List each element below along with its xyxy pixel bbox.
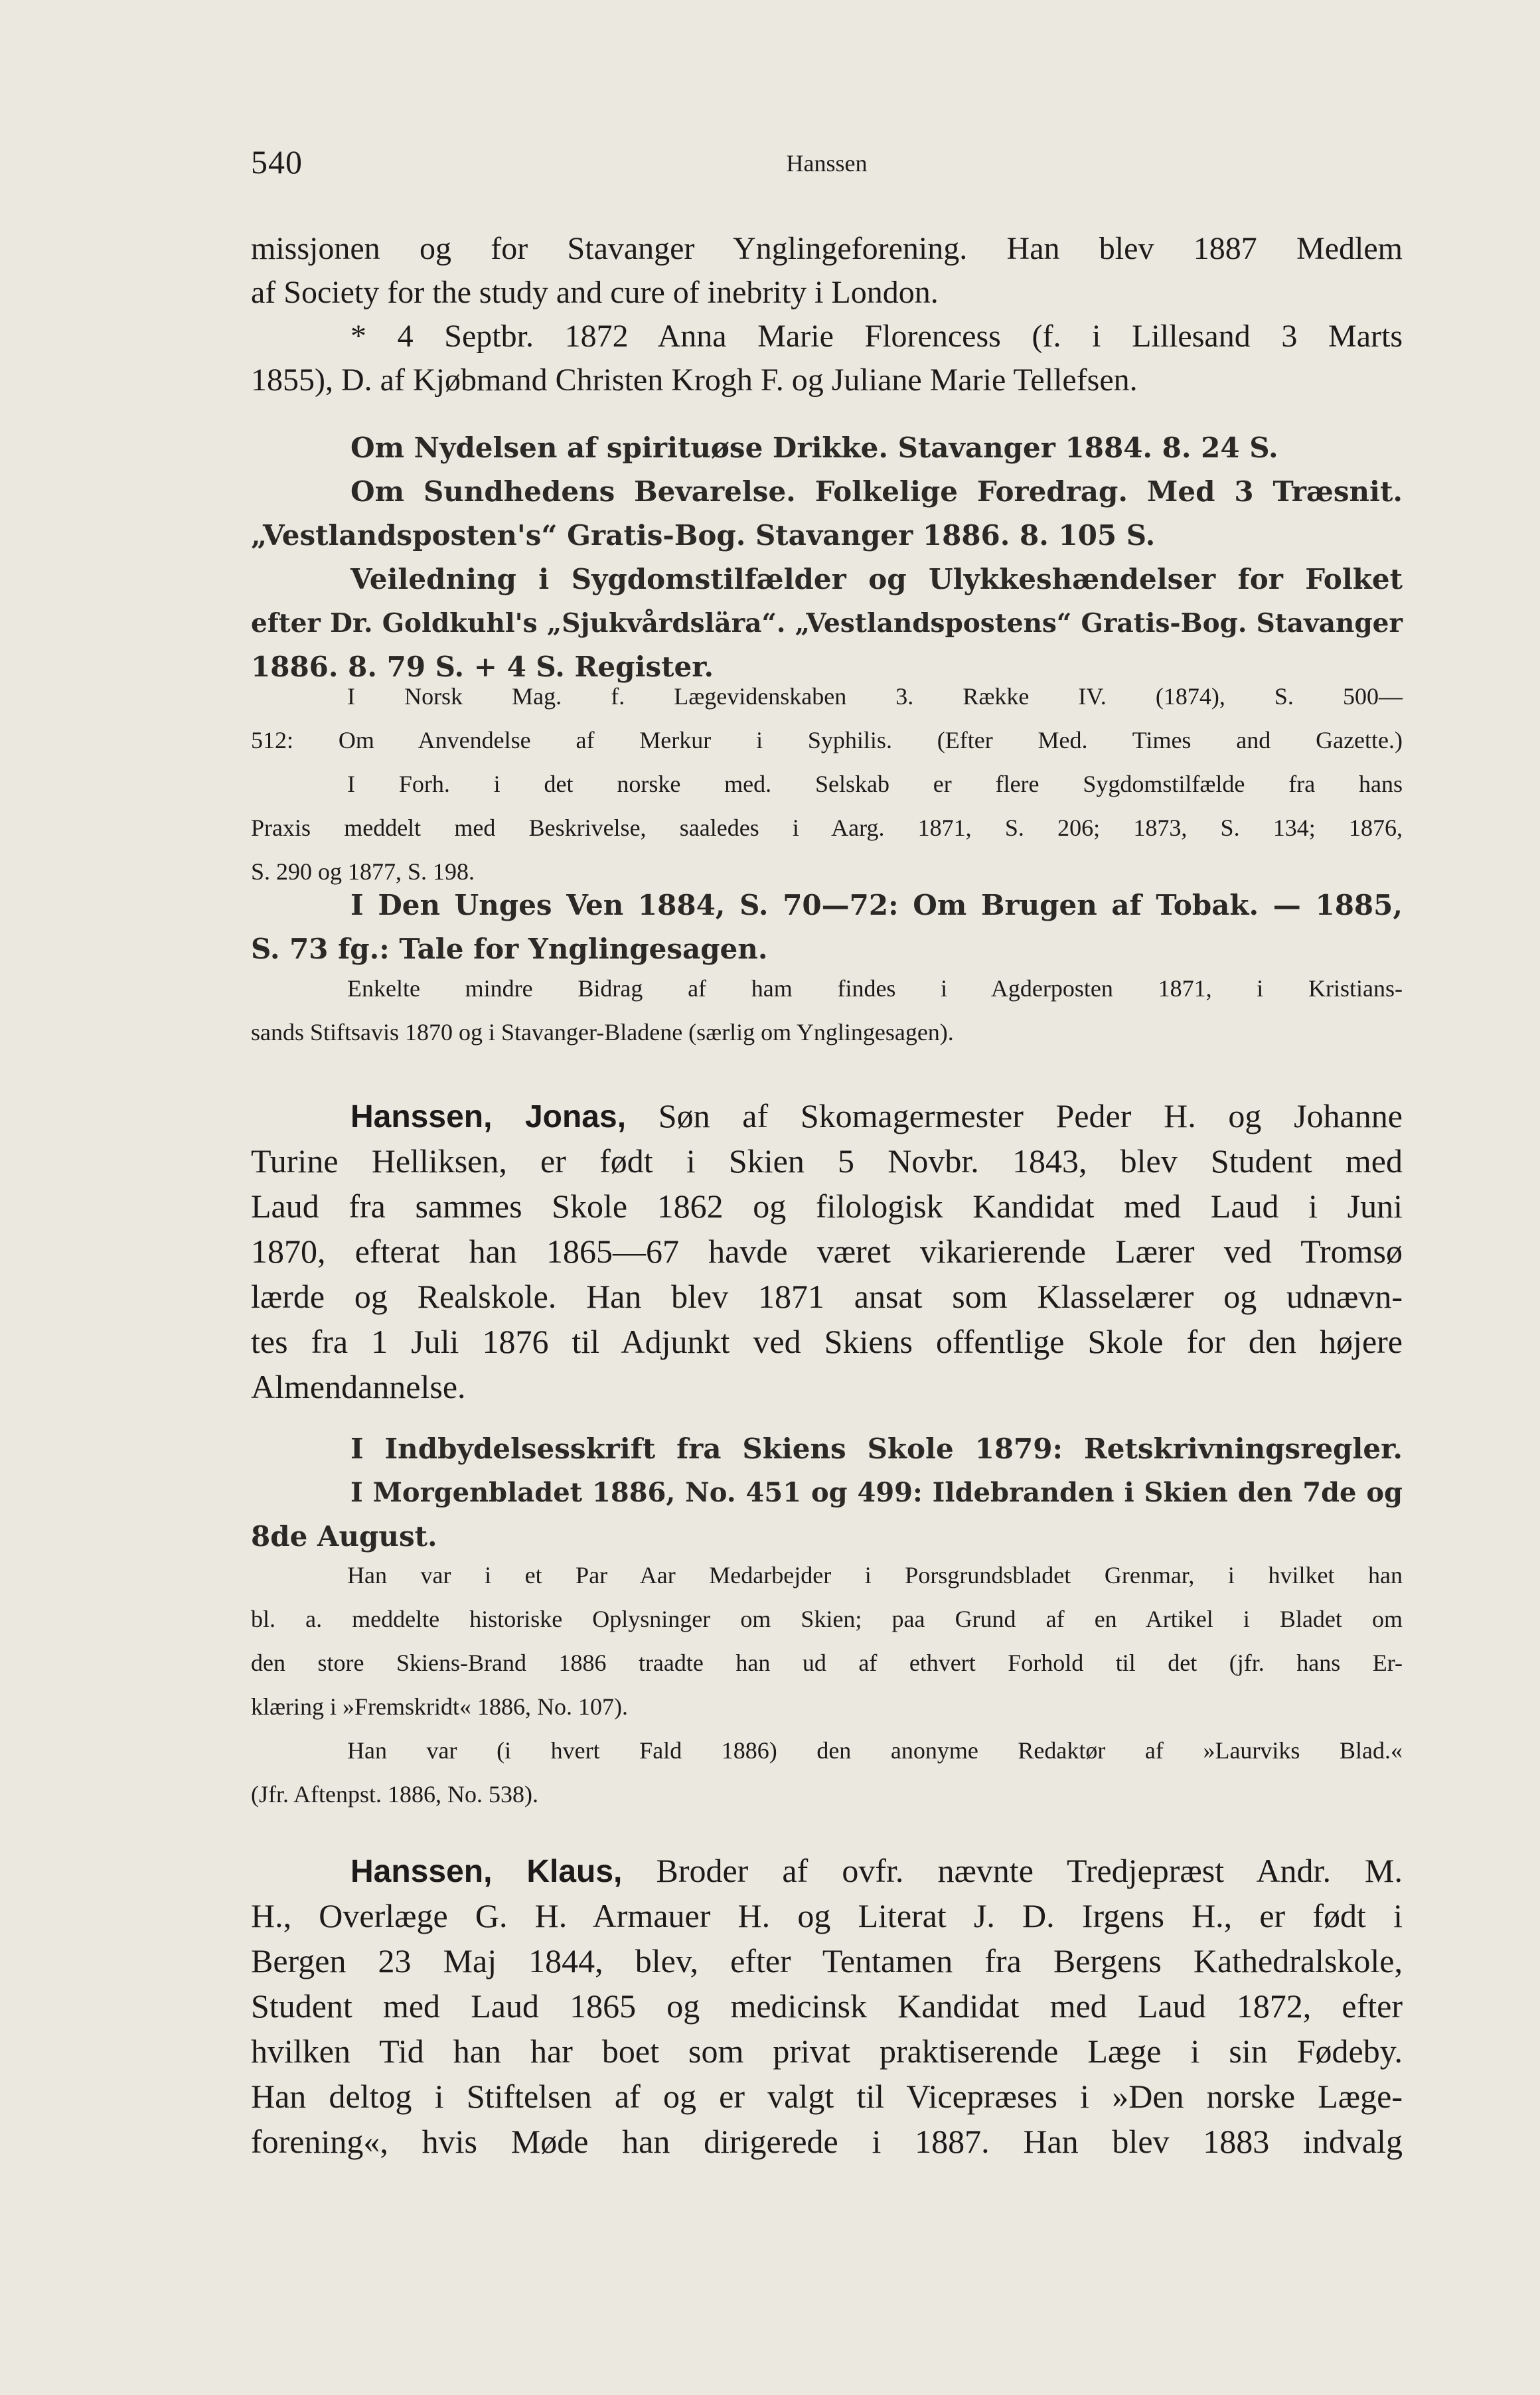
page-header [251, 143, 1403, 189]
works-list-mid [251, 884, 1403, 971]
work-entry-line: 1886. 8. 79 S. + 4 S. Register. [251, 651, 714, 683]
note-line: bl. a. meddelte historiske Oplysninger om Skien; paa Grund af en Artikel i Bladet om [251, 1606, 1403, 1632]
work-entry-line: Veiledning i Sygdomstilfælder og Ulykkeshændelser for Folket [350, 563, 1403, 595]
articles-top [251, 674, 1403, 893]
biography-klaus [251, 1848, 1403, 2164]
text-line: af Society for the study and cure of inebrity i London. [251, 275, 939, 310]
text-line: 1855), D. af Kjøbmand Christen Krogh F. og Juliane Marie Tellefsen. [251, 362, 1138, 398]
text-line: Laud fra sammes Skole 1862 og filologisk Kandidat med Laud i Juni [251, 1188, 1403, 1225]
note-line: Enkelte mindre Bidrag af ham findes i Agderposten 1871, i Kristians- [347, 975, 1403, 1002]
work-entry-line: I Den Unges Ven 1884, S. 70—72: Om Brugen af Tobak. — 1885, [350, 889, 1403, 921]
work-entry-line: 8de August. [251, 1520, 437, 1553]
text-line: hvilken Tid han har boet som privat praktiserende Læge i sin Fødeby. [251, 2033, 1403, 2070]
text-line: H., Overlæge G. H. Armauer H. og Literat J. D. Irgens H., er født i [251, 1897, 1403, 1934]
top-paragraph [251, 227, 1403, 402]
work-entry-line: S. 73 fg.: Tale for Ynglingesagen. [251, 933, 768, 965]
biography-jonas [251, 1093, 1403, 1409]
work-entry-line: „Vestlandsposten's“ Gratis-Bog. Stavanger 1886. 8. 105 S. [251, 519, 1156, 552]
page-number: 540 [251, 143, 303, 181]
text-line: Han deltog i Stiftelsen af og er valgt til Vicepræses i »Den norske Læge- [251, 2078, 1403, 2115]
note-line: (Jfr. Aftenpst. 1886, No. 538). [251, 1781, 538, 1808]
work-entry-line: Om Sundhedens Bevarelse. Folkelige Foredrag. Med 3 Træsnit. [350, 475, 1403, 508]
note-line: S. 290 og 1877, S. 198. [251, 858, 475, 885]
note-line: den store Skiens-Brand 1886 traadte han ud af ethvert Forhold til det (jfr. hans Er- [251, 1650, 1403, 1676]
notes-jonas [251, 1553, 1403, 1816]
note-line: klæring i »Fremskridt« 1886, No. 107). [251, 1693, 628, 1720]
note-line: sands Stiftsavis 1870 og i Stavanger-Bladene (særlig om Ynglingesagen). [251, 1019, 954, 1045]
works-jonas [251, 1427, 1403, 1559]
work-entry-line: I Indbydelsesskrift fra Skiens Skole 1879: Retskrivningsregler. [350, 1432, 1403, 1465]
entry-name: Hanssen, Jonas, [350, 1099, 627, 1134]
text-line: * 4 Septbr. 1872 Anna Marie Florencess (f. i Lillesand 3 Marts [350, 319, 1403, 354]
work-entry-line: I Morgenbladet 1886, No. 451 og 499: Ildebranden i Skien den 7de og [350, 1477, 1403, 1508]
text-line: forening«, hvis Møde han dirigerede i 1887. Han blev 1883 indvalg [251, 2123, 1403, 2160]
note-line: Han var (i hvert Fald 1886) den anonyme Redaktør af »Laurviks Blad.« [347, 1737, 1403, 1764]
text-line: Almendannelse. [251, 1368, 466, 1405]
text-line: Bergen 23 Maj 1844, blev, efter Tentamen fra Bergens Kathedralskole, [251, 1942, 1403, 1979]
text-line: Turine Helliksen, er født i Skien 5 Novbr. 1843, blev Student med [251, 1142, 1403, 1180]
note-line: Praxis meddelt med Beskrivelse, saaledes i Aarg. 1871, S. 206; 1873, S. 134; 1876, [251, 814, 1403, 841]
text-line: missjonen og for Stavanger Ynglingeforening. Han blev 1887 Medlem [251, 231, 1403, 266]
entry-name: Hanssen, Klaus, [350, 1854, 623, 1889]
text-line: Student med Laud 1865 og medicinsk Kandidat med Laud 1872, efter [251, 1987, 1403, 2025]
bio-first-line [251, 1093, 1403, 1138]
note-line: I Norsk Mag. f. Lægevidenskaben 3. Række IV. (1874), S. 500— [347, 683, 1403, 710]
work-entry-line: efter Dr. Goldkuhl's „Sjukvårdslära“. „Vestlandspostens“ Gratis-Bog. Stavanger [251, 608, 1403, 639]
note-line: Han var i et Par Aar Medarbejder i Porsgrundsbladet Grenmar, i hvilket han [347, 1562, 1403, 1588]
bio-first-line [251, 1848, 1403, 1893]
note-top [251, 966, 1403, 1054]
text-line: tes fra 1 Juli 1876 til Adjunkt ved Skiens offentlige Skole for den højere [251, 1323, 1403, 1360]
running-head: Hanssen [786, 150, 868, 177]
text-line: 1870, efterat han 1865—67 havde været vikarierende Lærer ved Tromsø [251, 1233, 1403, 1270]
work-entry-line: Om Nydelsen af spirituøse Drikke. Stavanger 1884. 8. 24 S. [350, 431, 1278, 464]
note-line: 512: Om Anvendelse af Merkur i Syphilis. (Efter Med. Times and Gazette.) [251, 727, 1403, 753]
text-line: lærde og Realskole. Han blev 1871 ansat som Klasselærer og udnævn- [251, 1278, 1403, 1315]
bio-text: Søn af Skomagermester Peder H. og Johanne [626, 1097, 1403, 1134]
bio-text: Broder af ovfr. nævnte Tredjepræst Andr. M. [622, 1852, 1403, 1889]
works-list-top [251, 426, 1403, 689]
note-line: I Forh. i det norske med. Selskab er flere Sygdomstilfælde fra hans [347, 771, 1403, 797]
